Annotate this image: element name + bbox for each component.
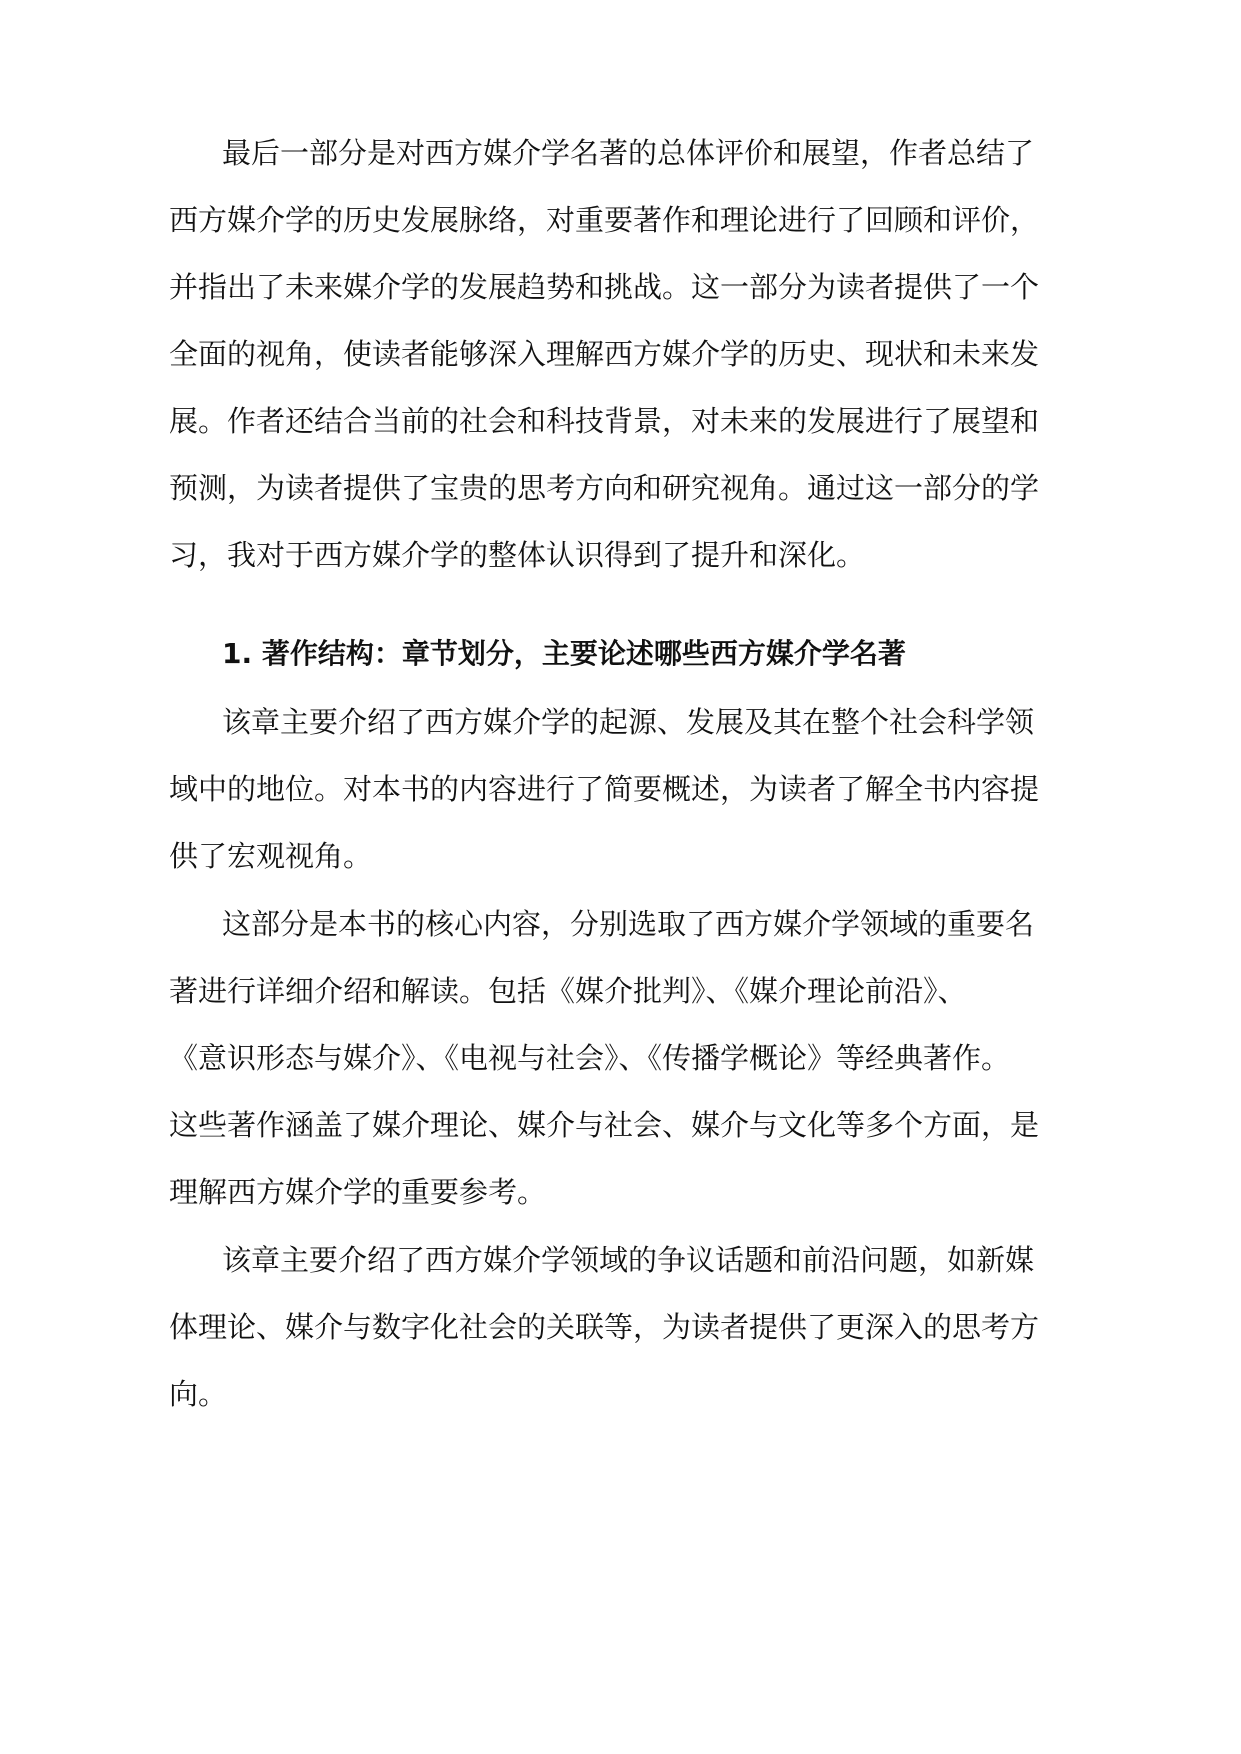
paragraph-line: 这部分是本书的核心内容，分别选取了西方媒介学领域的重要名 xyxy=(222,907,1035,941)
paragraph-line: 预测，为读者提供了宝贵的思考方向和研究视角。通过这一部分的学 xyxy=(169,471,1040,505)
paragraph-line: 域中的地位。对本书的内容进行了简要概述，为读者了解全书内容提 xyxy=(169,772,1040,806)
section-heading: 1. 著作结构：章节划分，主要论述哪些西方媒介学名著 xyxy=(222,637,906,670)
paragraph-line: 供了宏观视角。 xyxy=(169,839,373,873)
paragraph-line: 习，我对于西方媒介学的整体认识得到了提升和深化。 xyxy=(169,538,866,572)
paragraph-line: 该章主要介绍了西方媒介学的起源、发展及其在整个社会科学领 xyxy=(222,705,1035,739)
paragraph-line: 这些著作涵盖了媒介理论、媒介与社会、媒介与文化等多个方面，是 xyxy=(169,1108,1040,1142)
paragraph-line: 著进行详细介绍和解读。包括《媒介批判》、《媒介理论前沿》、 xyxy=(169,974,967,1008)
paragraph-line: 并指出了未来媒介学的发展趋势和挑战。这一部分为读者提供了一个 xyxy=(169,270,1040,304)
paragraph-line: 《意识形态与媒介》、《电视与社会》、《传播学概论》等经典著作。 xyxy=(169,1041,1011,1075)
paragraph-line: 全面的视角，使读者能够深入理解西方媒介学的历史、现状和未来发 xyxy=(169,337,1040,371)
paragraph-line: 向。 xyxy=(169,1377,228,1411)
paragraph-line: 最后一部分是对西方媒介学名著的总体评价和展望，作者总结了 xyxy=(222,136,1035,170)
paragraph-line: 西方媒介学的历史发展脉络，对重要著作和理论进行了回顾和评价， xyxy=(169,203,1040,237)
paragraph-line: 展。作者还结合当前的社会和科技背景，对未来的发展进行了展望和 xyxy=(169,404,1040,438)
paragraph-line: 该章主要介绍了西方媒介学领域的争议话题和前沿问题，如新媒 xyxy=(222,1243,1035,1277)
paragraph-line: 体理论、媒介与数字化社会的关联等，为读者提供了更深入的思考方 xyxy=(169,1310,1040,1344)
paragraph-line: 理解西方媒介学的重要参考。 xyxy=(169,1175,547,1209)
